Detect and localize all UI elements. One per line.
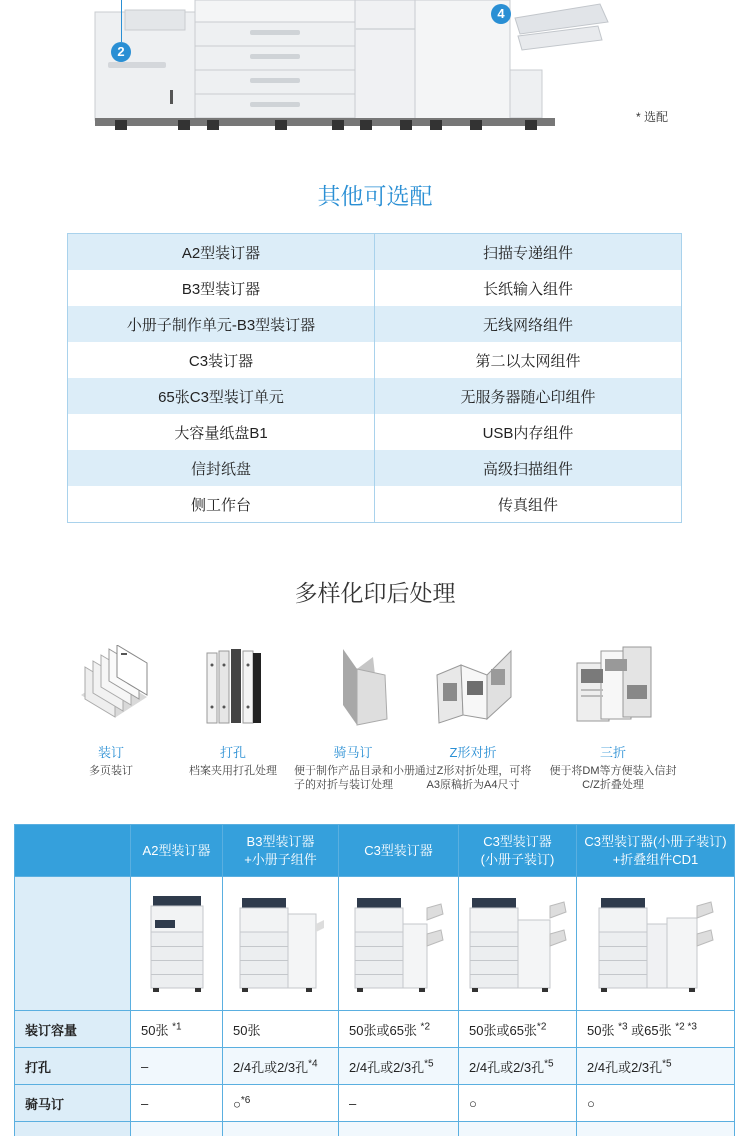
accessory-cell: 大容量纸盘B1 [68,414,375,450]
table-row [68,486,681,522]
column-header: C3型装订器(小册子装订) +折叠组件CD1 [577,825,735,877]
finishing-name: 骑马订 [333,745,373,760]
row-label [15,1122,131,1136]
table-cell [223,1122,339,1136]
accessory-cell: USB内存组件 [482,424,574,442]
table-row [68,414,681,450]
finishing-item-z-fold [408,645,538,792]
table-cell: 50张或65张 $^{*2}$ [339,1011,459,1048]
z-fold-icon [433,645,513,727]
table-row [68,234,681,270]
finishing-desc: 便于将DM等方便装入信封C/Z折叠处理 [549,765,677,791]
image-row-label [15,877,131,1011]
table-cell: ○$^{*6}$ [223,1085,339,1122]
accessory-cell: 65张C3型装订单元 [68,378,375,414]
finishing-name: 三折 [599,745,626,760]
finishing-desc: 便于制作产品目录和小册子的对折与装订处理 [294,765,415,791]
accessory-cell: 无服务器随心印组件 [460,388,596,406]
printer-a2-image [147,894,207,994]
table-cell: 50张或65张$^{*2}$ [459,1011,577,1048]
table-cell: ○ [577,1085,735,1122]
machine-image-cell [459,877,577,1011]
table-row [15,1085,735,1122]
column-header: B3型装订器 +小册子组件 [223,825,339,877]
table-row [68,450,681,486]
saddle-stitch-icon [313,645,393,727]
tri-fold-icon [573,645,653,727]
finishing-name: Z形对折 [449,745,497,760]
finishing-name: 打孔 [219,745,246,760]
accessory-cell: 扫描专递组件 [482,244,573,262]
machine-image-row [15,877,735,1011]
table-cell [131,1122,223,1136]
stapled-stack-icon [71,645,151,727]
callout-marker-4: 4 [491,4,511,24]
printer-c3-fold-image [591,894,721,994]
accessory-cell: 侧工作台 [68,486,375,522]
printer-c3-booklet-image [466,894,570,994]
table-row [15,1122,735,1136]
optional-section-title: 其他可选配 [317,183,433,209]
table-cell: 50张 $^{*3}$ 或65张 $^{*2 *3}$ [577,1011,735,1048]
accessory-cell: 第二以太网组件 [475,352,581,370]
finishing-desc: 多页装订 [89,765,133,777]
table-row [68,342,681,378]
row-label: 骑马订 [15,1085,131,1122]
table-cell: ○ [459,1085,577,1122]
column-header: A2型装订器 [131,825,223,877]
table-row [15,1048,735,1085]
table-cell [577,1122,735,1136]
table-cell: 2/4孔或2/3孔$^{*5}$ [577,1048,735,1085]
table-row [15,1011,735,1048]
callout-line [121,0,122,42]
table-cell: – [131,1048,223,1085]
finishing-desc: 档案夹用打孔处理 [189,765,277,777]
accessory-cell: 长纸输入组件 [482,280,573,298]
finishing-item-punch [168,645,298,778]
printer-illustration [0,0,750,140]
header-blank [15,825,131,877]
accessory-cell: C3装订器 [68,342,375,378]
table-cell: 2/4孔或2/3孔$^{*5}$ [339,1048,459,1085]
callout-marker-2: 2 [111,42,131,62]
table-row [68,378,681,414]
machine-image-cell [339,877,459,1011]
row-label: 装订容量 [15,1011,131,1048]
printer-c3-image [351,894,447,994]
finishing-item-staple [46,645,176,778]
optional-note: * 选配 [636,110,669,124]
accessory-cell: 无线网络组件 [482,316,573,334]
accessory-cell: A2型装订器 [68,234,375,270]
table-row [68,306,681,342]
table-cell: 2/4孔或2/3孔$^{*5}$ [459,1048,577,1085]
punched-sheets-icon [193,645,273,727]
row-label: 打孔 [15,1048,131,1085]
accessory-cell: 信封纸盘 [68,450,375,486]
column-header: C3型装订器 (小册子装订) [459,825,577,877]
table-cell: – [339,1085,459,1122]
finisher-comparison-table [14,824,734,1136]
table-cell [339,1122,459,1136]
accessory-cell: 高级扫描组件 [482,460,573,478]
table-row [68,270,681,306]
accessory-cell: 小册子制作单元-B3型装订器 [68,306,375,342]
machine-image-cell [131,877,223,1011]
finishing-item-tri-fold [548,645,678,792]
accessory-cell: 传真组件 [497,496,558,514]
accessory-cell: B3型装订器 [68,270,375,306]
table-cell: 50张 [223,1011,339,1048]
column-header: C3型装订器 [339,825,459,877]
optional-accessories-table [67,233,682,523]
table-cell [459,1122,577,1136]
finishing-name: 装订 [97,745,124,760]
finishing-options [50,645,700,810]
table-header-row [15,825,735,877]
machine-image-cell [223,877,339,1011]
finishing-item-saddle-stitch [288,645,418,792]
finishing-section-title: 多样化印后处理 [294,580,456,606]
table-cell: 50张 $^{*1}$ [131,1011,223,1048]
finishing-desc: 通过Z形对折处理，可将A3原稿折为A4尺寸 [414,765,532,791]
machine-image-cell [577,877,735,1011]
table-cell: 2/4孔或2/3孔$^{*4}$ [223,1048,339,1085]
table-cell: – [131,1085,223,1122]
printer-b3-image [236,894,326,994]
